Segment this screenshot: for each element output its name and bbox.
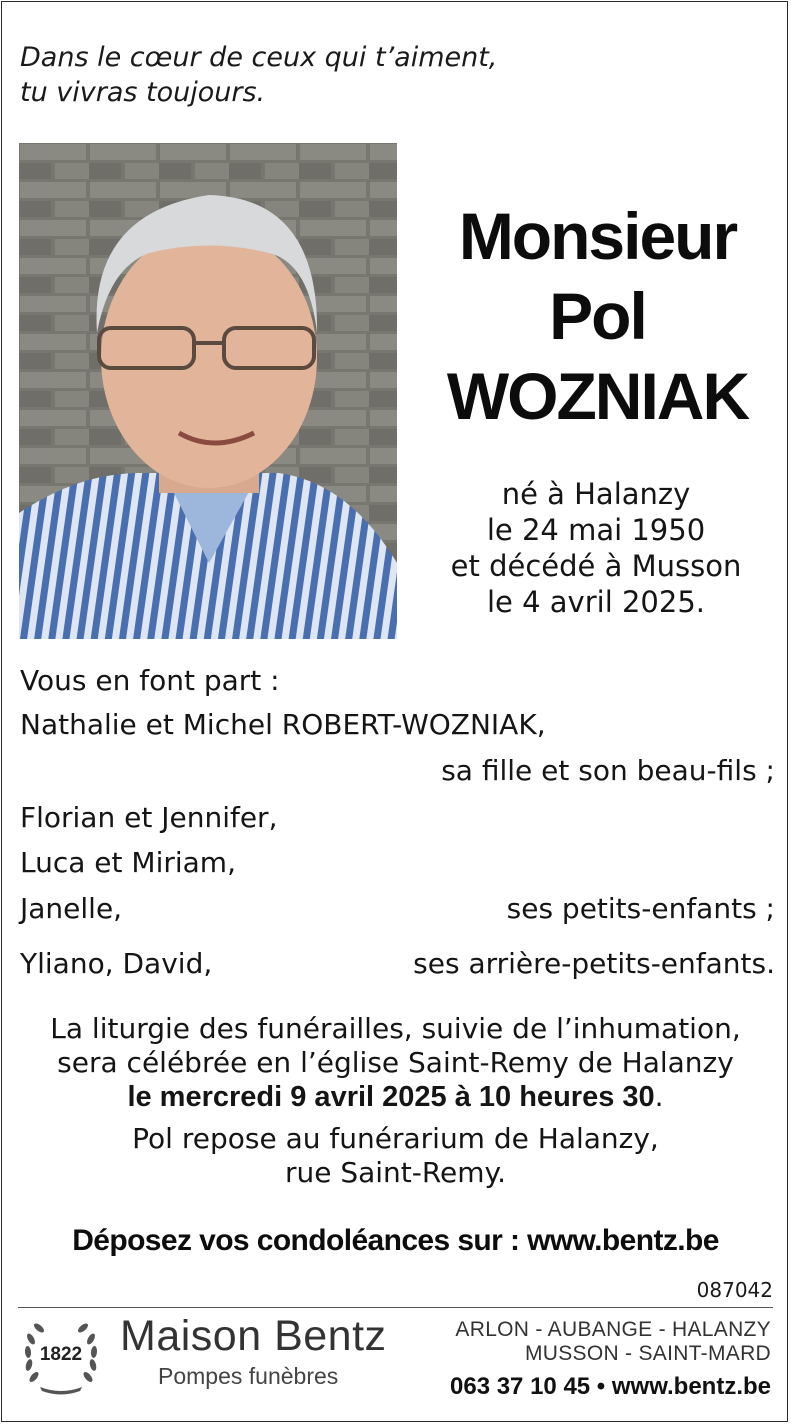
birth-place: né à Halanzy xyxy=(501,477,691,511)
ceremony-info xyxy=(18,1012,773,1190)
great-grandchildren-names: Yliano, David, xyxy=(20,947,213,980)
portrait-illustration xyxy=(19,143,397,639)
ceremony-datetime-end: . xyxy=(654,1080,664,1113)
deceased-last-name: WOZNIAK xyxy=(446,359,749,433)
family-intro: Vous en font part : xyxy=(20,664,280,697)
epitaph-line-2: tu vivras toujours. xyxy=(20,77,266,108)
birth-date: le 24 mai 1950 xyxy=(486,513,706,547)
ceremony-datetime: le mercredi 9 avril 2025 à 10 heures 30 xyxy=(127,1081,655,1113)
ceremony-line-1: La liturgie des funérailles, suivie de l’inhumation, xyxy=(50,1012,741,1045)
ceremony-line-2: sera célébrée en l’église Saint-Remy de Halanzy xyxy=(57,1046,734,1079)
portrait-photo xyxy=(19,143,397,639)
epitaph xyxy=(20,40,580,110)
rest-line-2: rue Saint-Remy. xyxy=(284,1156,507,1189)
grandchild-row-3 xyxy=(20,892,775,925)
deceased-first-name: Pol xyxy=(549,279,646,353)
rest-line-1: Pol repose au funérarium de Halanzy, xyxy=(132,1122,659,1155)
epitaph-line-1: Dans le cœur de ceux qui t’aiment, xyxy=(20,42,498,73)
condolences-text: Déposez vos condoléances sur : www.bentz.be xyxy=(72,1224,719,1257)
reference-number: 087042 xyxy=(696,1278,773,1302)
brand-subtitle: Pompes funèbres xyxy=(158,1363,339,1389)
grandchild-2: Luca et Miriam, xyxy=(20,846,236,879)
branch-towns xyxy=(455,1318,771,1366)
life-dates xyxy=(420,476,772,620)
children-relation: sa fille et son beau-fils ; xyxy=(441,754,775,787)
contact-info: 063 37 10 45 • www.bentz.be xyxy=(450,1373,771,1400)
great-grandchildren-row xyxy=(20,947,775,980)
seal-year: 1822 xyxy=(39,1344,83,1365)
grandchildren-relation: ses petits-enfants ; xyxy=(506,892,775,925)
brand-name: Maison Bentz xyxy=(120,1312,387,1360)
death-date: le 4 avril 2025. xyxy=(487,585,705,619)
grandchild-3: Janelle, xyxy=(20,892,123,925)
footer-divider xyxy=(18,1307,773,1308)
deceased-title: Monsieur xyxy=(458,199,737,273)
towns-line-2: MUSSON - SAINT-MARD xyxy=(524,1342,771,1365)
grandchild-1: Florian et Jennifer, xyxy=(20,801,278,834)
towns-line-1: ARLON - AUBANGE - HALANZY xyxy=(455,1318,771,1341)
children-names: Nathalie et Michel ROBERT-WOZNIAK, xyxy=(20,708,546,741)
ceremony-datetime-line xyxy=(18,1080,773,1114)
deceased-name xyxy=(410,196,785,436)
death-place: et décédé à Musson xyxy=(450,549,742,583)
great-grandchildren-relation: ses arrière-petits-enfants. xyxy=(413,947,775,980)
